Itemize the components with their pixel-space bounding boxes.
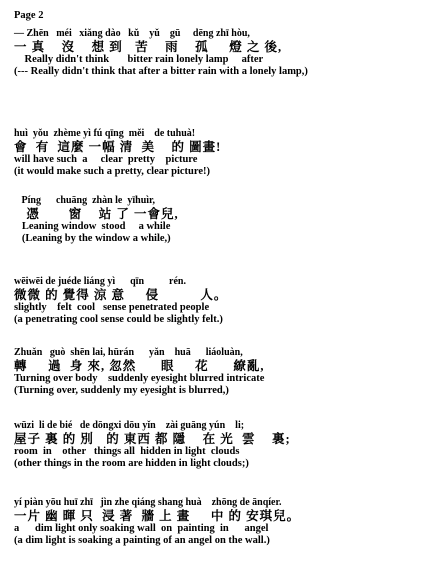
stanza-4 — [14, 276, 424, 326]
chinese-line: 一片 幽 暉 只 浸 著 牆 上 畫 中 的 安琪兒。 — [14, 509, 301, 523]
chinese-line: 轉 過 身 來, 忽然 眼 花 繚亂, — [14, 359, 265, 373]
gloss-line: Really didn't think bitter rain lonely lamp after — [14, 54, 264, 65]
pinyin-line: Zhuǎn guò shēn lai, hūrán yǎn huā liáoluàn, — [14, 347, 243, 358]
stanza-3 — [14, 195, 424, 245]
chinese-line: 會 有 這麼 一幅 清 美 的 圖畫! — [14, 140, 222, 154]
pinyin-line: wūzi li de bié de dōngxi dōu yǐn zài guāng yún li; — [14, 420, 245, 431]
pinyin-line: yí piàn yōu huī zhī jìn zhe qiáng shang huà zhōng de ānqíer. — [14, 497, 282, 508]
stanza-1 — [14, 28, 424, 78]
page-number: Page 2 — [14, 10, 44, 21]
chinese-line: 屋子 裏 的 別 的 東西 都 隱 在 光 雲 裏; — [14, 432, 291, 446]
translation-line: (other things in the room are hidden in light clouds;) — [14, 458, 249, 469]
translation-line: (Turning over, suddenly my eyesight is blurred,) — [14, 385, 229, 396]
gloss-line: Leaning window stood a while — [14, 221, 171, 232]
chinese-line: 一 真 沒 想 到 苦 雨 孤 燈 之 後, — [14, 40, 283, 54]
gloss-line: will have such a clear pretty picture — [14, 154, 198, 165]
stanza-7 — [14, 497, 424, 547]
pinyin-line: — Zhēn méi xiǎng dào kǔ yǔ gū dēng zhī hòu, — [14, 28, 250, 39]
translation-line: (it would make such a pretty, clear picture!) — [14, 166, 210, 177]
translation-line: (a penetrating cool sense could be slightly felt.) — [14, 314, 223, 325]
pinyin-line: wēiwēi de juéde liáng yì qīn rén. — [14, 276, 186, 287]
translation-line: (Leaning by the window a while,) — [14, 233, 171, 244]
stanza-6 — [14, 420, 424, 470]
chinese-line: 微微 的 覺得 涼 意 侵 人。 — [14, 288, 228, 302]
stanza-5 — [14, 347, 424, 397]
gloss-line: a dim light only soaking wall on painting in angel — [14, 523, 269, 534]
pinyin-line: huì yǒu zhème yì fú qīng měi de tuhuà! — [14, 128, 196, 139]
gloss-line: Turning over body suddenly eyesight blurred intricate — [14, 373, 265, 384]
gloss-line: slightly felt cool sense penetrated people — [14, 302, 210, 313]
stanza-2 — [14, 128, 424, 178]
pinyin-line: Píng chuāng zhàn le yīhuìr, — [14, 195, 156, 206]
gloss-line: room in other things all hidden in light clouds — [14, 446, 240, 457]
chinese-line: 憑 窗 站 了 一會兒, — [14, 207, 179, 221]
translation-line: (a dim light is soaking a painting of an angel on the wall.) — [14, 535, 270, 546]
translation-line: (--- Really didn't think that after a bitter rain with a lonely lamp,) — [14, 66, 308, 77]
